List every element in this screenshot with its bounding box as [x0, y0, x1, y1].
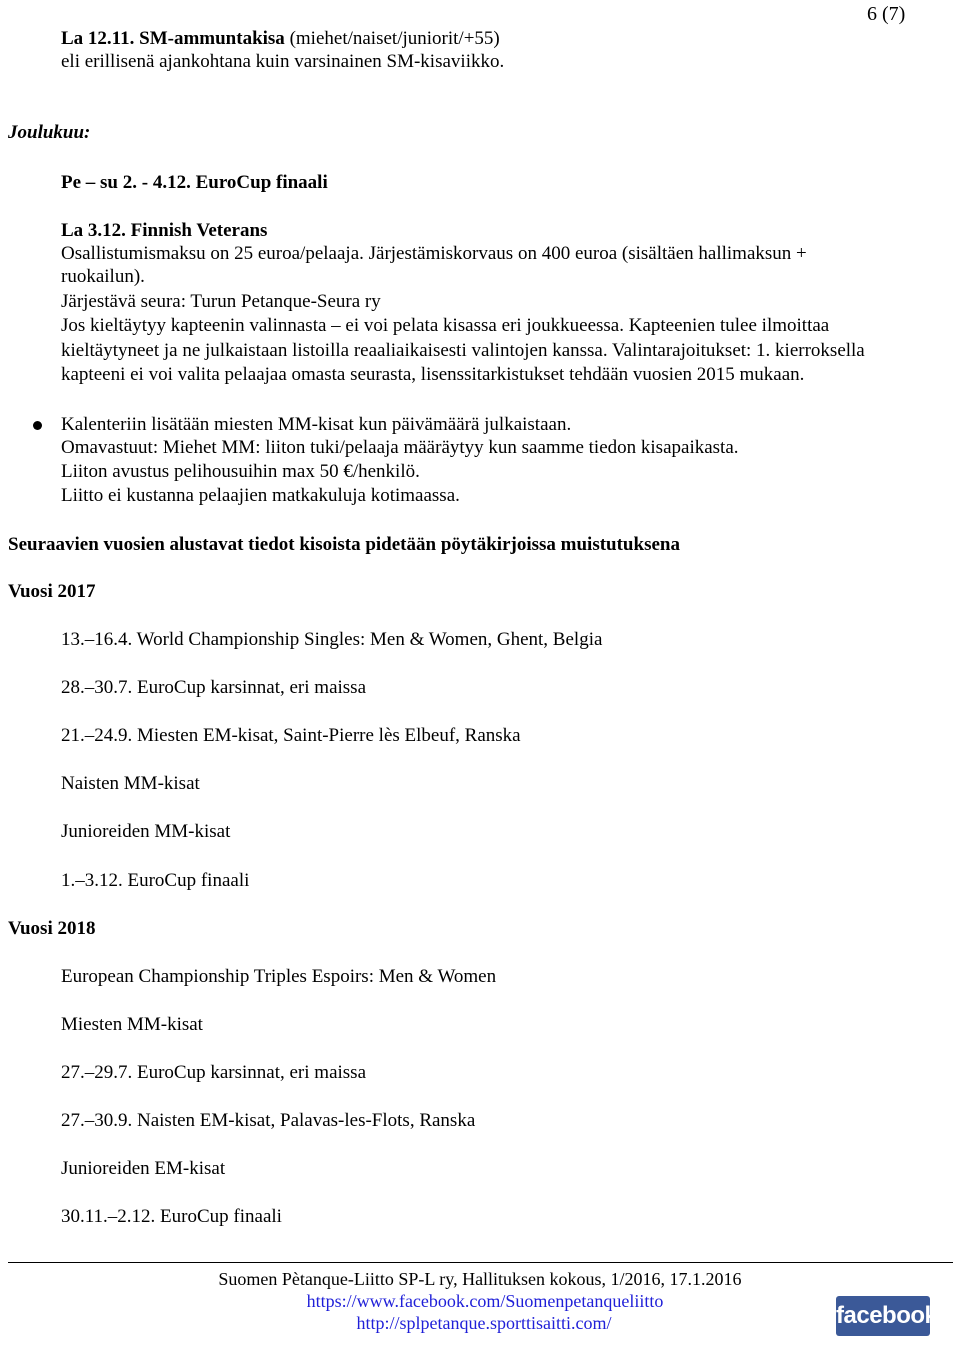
event-2018: 27.–30.9. Naisten EM-kisat, Palavas-les-Flots, Ranska [61, 1110, 476, 1131]
facebook-link[interactable]: https://www.facebook.com/Suomenpetanqueliitto [306, 1291, 664, 1311]
veterans-line: ruokailun). [61, 266, 145, 287]
facebook-logo-badge[interactable]: facebook [836, 1296, 930, 1336]
event-2017: Junioreiden MM-kisat [61, 821, 231, 842]
veterans-line: Jos kieltäytyy kapteenin valinnasta – ei voi pelata kisassa eri joukkueessa. Kapteenien tulee ilmoittaa [61, 315, 830, 336]
footer-link-row [0, 1290, 960, 1312]
veterans-line: Järjestävä seura: Turun Petanque-Seura ry [61, 291, 381, 312]
note-line: Liitto ei kustanna pelaajien matkakuluja kotimaassa. [61, 485, 460, 506]
year-2017-label: Vuosi 2017 [8, 581, 96, 602]
event-2017: 1.–3.12. EuroCup finaali [61, 870, 250, 891]
veterans-title: La 3.12. Finnish Veterans [61, 220, 268, 241]
note-line: Liiton avustus pelihousuihin max 50 €/henkilö. [61, 461, 420, 482]
event-2017: 28.–30.7. EuroCup karsinnat, eri maissa [61, 677, 367, 698]
footer-org-text: Suomen Pètanque-Liitto SP-L ry, Hallituksen kokous, 1/2016, 17.1.2016 [218, 1269, 742, 1289]
header-line-2: eli erillisenä ajankohtana kuin varsinainen SM-kisaviikko. [61, 51, 505, 72]
page-number: 6 (7) [867, 3, 906, 25]
veterans-line: kapteeni ei voi valita pelaajaa omasta seurasta, lisenssitarkistukset tehdään vuosien 2015 mukaan. [61, 364, 805, 385]
event-2018: 30.11.–2.12. EuroCup finaali [61, 1206, 282, 1227]
veterans-line: Osallistumismaksu on 25 euroa/pelaaja. Järjestämiskorvaus on 400 euroa (sisältäen hallimaksun + [61, 243, 807, 264]
website-link[interactable]: http://splpetanque.sporttisaitti.com/ [356, 1313, 612, 1333]
event-2018: Miesten MM-kisat [61, 1014, 203, 1035]
year-2018-label: Vuosi 2018 [8, 918, 96, 939]
note-line: Omavastuut: Miehet MM: liiton tuki/pelaaja määräytyy kun saamme tiedon kisapaikasta. [61, 437, 739, 458]
event-2018: 27.–29.7. EuroCup karsinnat, eri maissa [61, 1062, 367, 1083]
veterans-line: kieltäytyneet ja ne julkaistaan listoilla reaaliaikaisesti valintojen kanssa. Valintarajoitukset: 1. kierroksella [61, 340, 865, 361]
header-subtitle: (miehet/naiset/juniorit/+55) [284, 28, 500, 49]
bullet-line: Kalenteriin lisätään miesten MM-kisat kun päivämäärä julkaistaan. [61, 414, 572, 435]
event-2017: Naisten MM-kisat [61, 773, 200, 794]
eurocup-final-entry: Pe – su 2. - 4.12. EuroCup finaali [61, 172, 328, 193]
footer-link-row [0, 1312, 960, 1334]
footer-divider [8, 1262, 953, 1263]
header-date-title: La 12.11. SM-ammuntakisa [61, 28, 285, 49]
december-heading: Joulukuu: [8, 122, 91, 143]
event-2018: European Championship Triples Espoirs: Men & Women [61, 966, 497, 987]
footer-org-line [0, 1268, 960, 1290]
event-2018: Junioreiden EM-kisat [61, 1158, 226, 1179]
header-line-1 [61, 27, 500, 50]
event-2017: 21.–24.9. Miesten EM-kisat, Saint-Pierre lès Elbeuf, Ranska [61, 725, 521, 746]
event-2017: 13.–16.4. World Championship Singles: Men & Women, Ghent, Belgia [61, 629, 603, 650]
bullet-dot-icon [33, 421, 42, 430]
future-heading: Seuraavien vuosien alustavat tiedot kisoista pidetään pöytäkirjoissa muistutuksena [8, 534, 680, 555]
